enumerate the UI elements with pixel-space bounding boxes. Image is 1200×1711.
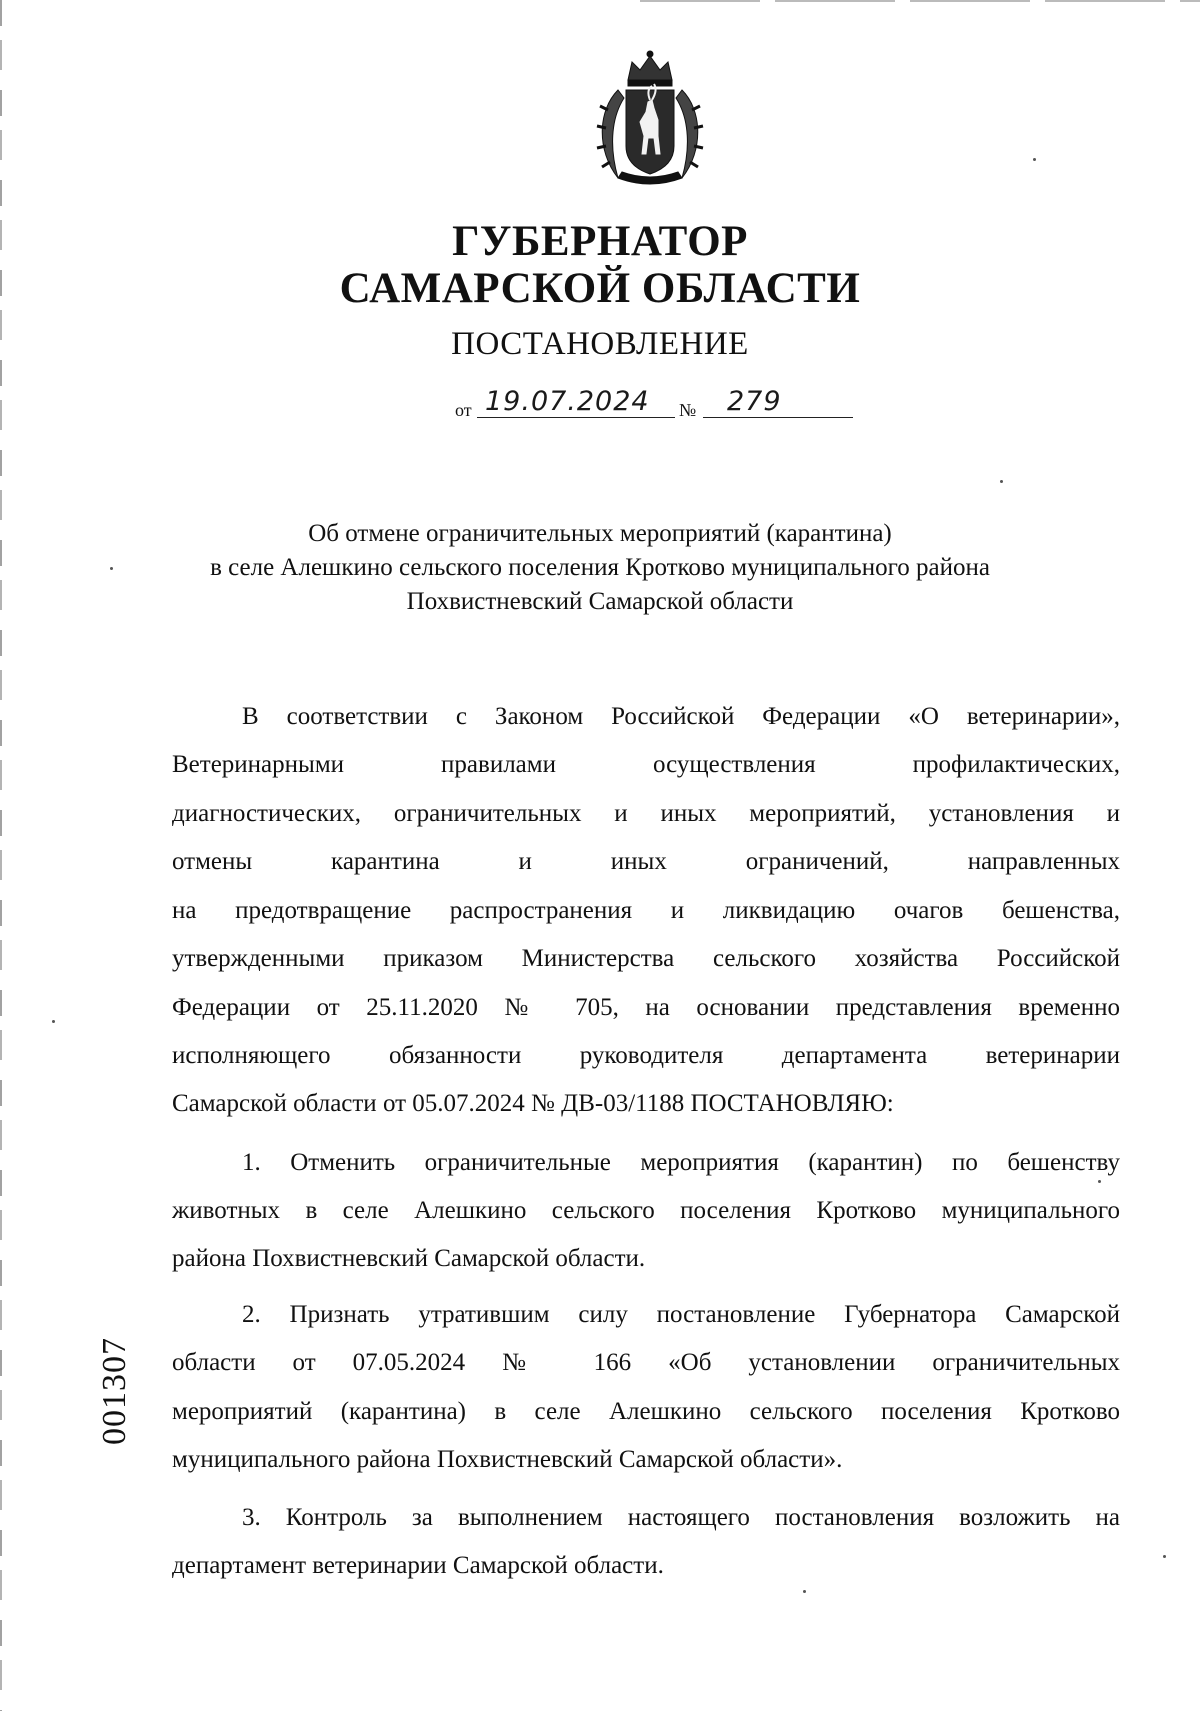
issuer-title-line2: САМАРСКОЙ ОБЛАСТИ: [339, 265, 861, 312]
body-line: на предотвращение распространения и ликвидацию очагов бешенства,: [172, 897, 1120, 924]
body-line: отмены карантина и иных ограничений, направленных: [172, 848, 1120, 875]
scan-speck: [52, 1020, 55, 1023]
body-line: муниципального района Похвистневский Самарской области».: [172, 1446, 843, 1473]
body-line: департамент ветеринарии Самарской области.: [172, 1552, 664, 1579]
side-registration-number: 001307: [96, 1337, 133, 1445]
body-line: животных в селе Алешкино сельского поселения Кротково муниципального: [172, 1197, 1120, 1224]
body-line: мероприятий (карантина) в селе Алешкино сельского поселения Кротково: [172, 1398, 1120, 1425]
scan-speck: [1000, 480, 1003, 483]
number-underline: [703, 417, 853, 418]
number-label: №: [679, 400, 697, 420]
body-line: Федерации от 25.11.2020 № 705, на основании представления временно: [172, 994, 1120, 1021]
body-line: исполняющего обязанности руководителя департамента ветеринарии: [172, 1042, 1120, 1069]
document-subject: [150, 517, 1050, 619]
body-line: 1. Отменить ограничительные мероприятия (карантин) по бешенству: [242, 1149, 1120, 1176]
scan-speck: [1163, 1555, 1166, 1558]
body-line: утвержденными приказом Министерства сельского хозяйства Российской: [172, 945, 1120, 972]
scan-speck: [803, 1590, 806, 1593]
issuer-title-line1: ГУБЕРНАТОР: [452, 218, 748, 265]
samara-coat-of-arms-icon: [588, 50, 712, 190]
body-line: 2. Признать утратившим силу постановление Губернатора Самарской: [242, 1301, 1120, 1328]
scan-speck: [1033, 158, 1036, 161]
body-line: Самарской области от 05.07.2024 № ДВ-03/1188 ПОСТАНОВЛЯЮ:: [172, 1090, 894, 1117]
subject-line: в селе Алешкино сельского поселения Кротково муниципального района: [210, 554, 990, 581]
date-label: от: [455, 400, 472, 420]
document-type: ПОСТАНОВЛЕНИЕ: [451, 326, 749, 362]
body-line: 3. Контроль за выполнением настоящего постановления возложить на: [242, 1504, 1120, 1531]
document-date-number: [455, 386, 855, 430]
date-underline: [477, 417, 675, 418]
body-line: диагностических, ограничительных и иных мероприятий, установления и: [172, 800, 1120, 827]
subject-line: Похвистневский Самарской области: [406, 588, 794, 615]
handwritten-date: 19.07.2024: [485, 386, 650, 417]
body-line: Ветеринарными правилами осуществления профилактических,: [172, 751, 1120, 778]
body-line: района Похвистневский Самарской области.: [172, 1245, 646, 1272]
scan-edge-top: [640, 0, 1200, 2]
scan-speck: [1098, 1180, 1101, 1183]
scan-speck: [110, 567, 113, 570]
subject-line: Об отмене ограничительных мероприятий (карантина): [308, 520, 892, 547]
body-line: В соответствии с Законом Российской Федерации «О ветеринарии»,: [242, 703, 1120, 730]
body-line: области от 07.05.2024 № 166 «Об установлении ограничительных: [172, 1349, 1120, 1376]
handwritten-number: 279: [727, 386, 782, 417]
